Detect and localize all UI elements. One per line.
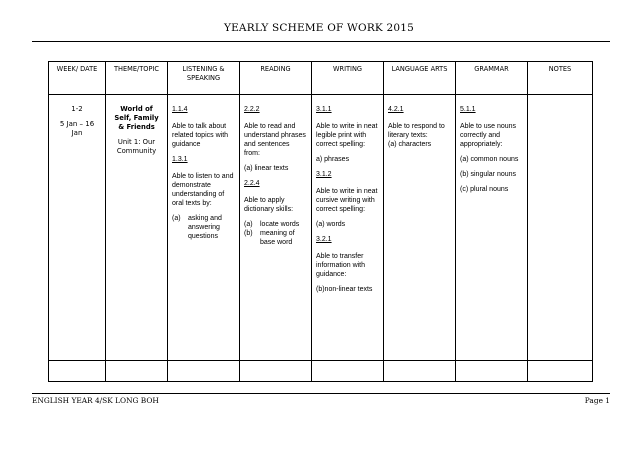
week-number: 1-2 <box>71 104 83 113</box>
grammar-text-1: Able to use nouns correctly and appropriately: <box>460 122 517 148</box>
header-writing: WRITING <box>312 62 384 95</box>
writing-text-1: Able to write in neat legible print with correct spelling: <box>316 122 378 148</box>
grammar-item-1: (a) common nouns <box>460 155 519 163</box>
footer-left: ENGLISH YEAR 4/SK LONG BOH <box>32 396 159 405</box>
topic-cell <box>106 94 168 361</box>
reading-item-1: (a) linear texts <box>244 164 289 172</box>
reading-item-b <box>244 229 307 247</box>
reading-cell <box>240 94 312 361</box>
writing-code-3: 3.2.1 <box>316 235 332 243</box>
listening-item-a <box>172 214 235 241</box>
writing-item-2: (a) words <box>316 220 346 228</box>
listening-cell <box>168 94 240 361</box>
reading-text-2: Able to apply dictionary skills: <box>244 196 294 213</box>
listening-code-2: 1.3.1 <box>172 155 188 163</box>
language-arts-item-1: (a) characters <box>388 140 432 148</box>
writing-code-1: 3.1.1 <box>316 105 332 113</box>
header-row <box>49 62 593 95</box>
header-language-arts: LANGUAGE ARTS <box>384 62 456 95</box>
document-title: YEARLY SCHEME OF WORK 2015 <box>223 22 415 34</box>
header-notes: NOTES <box>528 62 593 95</box>
grammar-code-1: 5.1.1 <box>460 105 476 113</box>
writing-text-2: Able to write in neat cursive writing with correct spelling: <box>316 187 378 213</box>
page-number: Page 1 <box>584 396 610 405</box>
listening-item-a-text: asking and answering questions <box>188 214 222 240</box>
reading-item-a-text: locate words <box>260 220 300 228</box>
week-cell <box>49 94 106 361</box>
header-reading: READING <box>240 62 312 95</box>
unit-text: Unit 1: Our Community <box>116 137 157 155</box>
reading-item-b-text: meaning of base word <box>260 229 295 246</box>
writing-item-3: (b)non-linear texts <box>316 285 373 293</box>
listening-text-1: Able to talk about related topics with guidance <box>172 122 229 148</box>
scheme-table <box>48 61 593 382</box>
reading-item-a <box>244 220 307 229</box>
table-row <box>49 94 593 361</box>
theme-text: World of Self, Family & Friends <box>114 104 159 131</box>
empty-row <box>49 361 593 382</box>
grammar-item-3: (c) plural nouns <box>460 185 509 193</box>
reading-item-a-label: (a) <box>244 220 253 228</box>
header-grammar: GRAMMAR <box>456 62 528 95</box>
writing-cell <box>312 94 384 361</box>
notes-cell <box>528 94 593 361</box>
header-listening: LISTENING & SPEAKING <box>168 62 240 95</box>
reading-code-1: 2.2.2 <box>244 105 260 113</box>
listening-text-2: Able to listen to and demonstrate understanding of oral texts by: <box>172 172 234 207</box>
title-rule <box>32 41 610 42</box>
footer-rule <box>32 393 610 394</box>
writing-text-3: Able to transfer information with guidance: <box>316 252 366 278</box>
reading-item-b-label: (b) <box>244 229 253 237</box>
reading-text-1: Able to read and understand phrases and sentences from: <box>244 122 306 157</box>
language-arts-text-1: Able to respond to literary texts: <box>388 122 445 139</box>
writing-code-2: 3.1.2 <box>316 170 332 178</box>
language-arts-cell <box>384 94 456 361</box>
writing-item-1: a) phrases <box>316 155 350 163</box>
week-date: 5 Jan – 16 Jan <box>59 119 95 137</box>
language-arts-code-1: 4.2.1 <box>388 105 404 113</box>
header-week: WEEK/ DATE <box>49 62 106 95</box>
listening-code-1: 1.1.4 <box>172 105 188 113</box>
grammar-item-2: (b) singular nouns <box>460 170 517 178</box>
listening-item-a-label: (a) <box>172 214 181 222</box>
reading-code-2: 2.2.4 <box>244 179 260 187</box>
grammar-cell <box>456 94 528 361</box>
header-topic: THEME/TOPIC <box>106 62 168 95</box>
